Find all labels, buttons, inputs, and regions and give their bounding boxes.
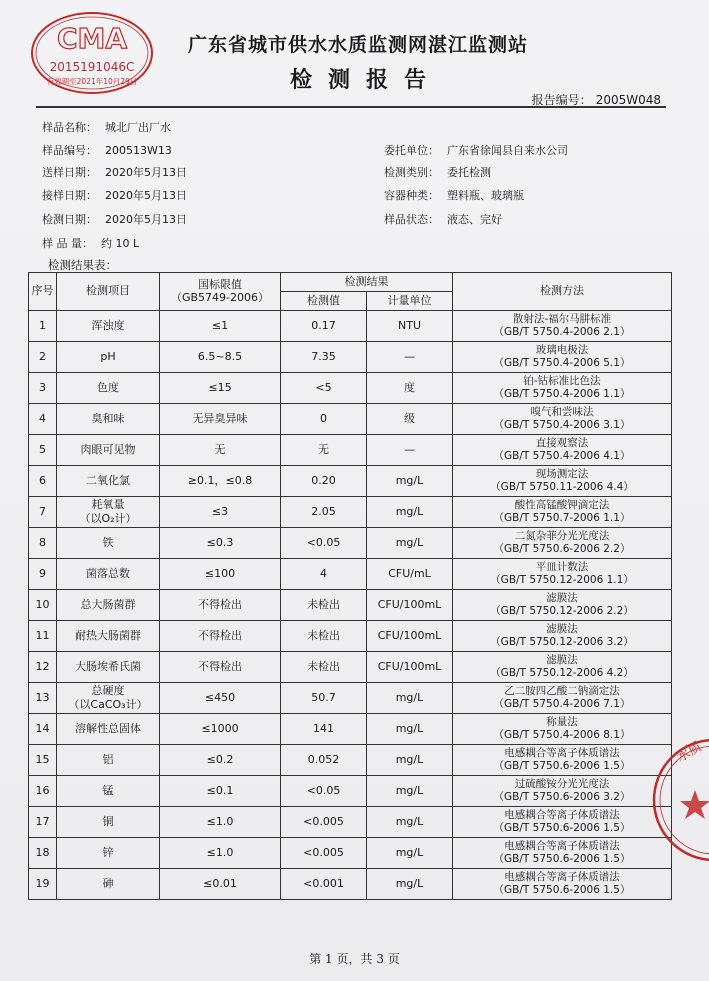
row-method-standard: （GB/T 5750.4-2006 1.1）	[493, 388, 631, 400]
send-date-label: 送样日期：	[42, 166, 97, 179]
send-date-row	[42, 164, 187, 180]
row-method-standard: （GB/T 5750.12-2006 4.2）	[490, 667, 634, 679]
row-unit: mg/L	[367, 683, 453, 714]
row-method	[453, 776, 672, 807]
row-limit: ≤1000	[160, 714, 281, 745]
row-method-name: 平皿计数法	[535, 560, 589, 573]
row-unit: mg/L	[367, 497, 453, 528]
row-method-standard: （GB/T 5750.4-2006 4.1）	[493, 450, 631, 462]
client-value: 广东省徐闻县自来水公司	[447, 144, 568, 157]
header-no: 序号	[29, 273, 57, 311]
row-item-name: 溶解性总固体	[75, 722, 141, 736]
results-table	[28, 272, 672, 900]
row-limit: 无异臭异味	[160, 404, 281, 435]
row-method	[453, 869, 672, 900]
row-method-standard: （GB/T 5750.6-2006 3.2）	[493, 791, 631, 803]
row-no: 17	[29, 807, 57, 838]
report-title: 检测报告	[289, 68, 442, 93]
row-item-note: （以CaCO₃计）	[68, 698, 148, 711]
row-method-standard: （GB/T 5750.6-2006 1.5）	[493, 853, 631, 865]
row-item-note: （以O₂计）	[79, 512, 137, 525]
row-item	[57, 745, 160, 776]
row-method	[453, 404, 672, 435]
report-header	[158, 30, 558, 94]
row-method-standard: （GB/T 5750.11-2006 4.4）	[490, 481, 634, 493]
row-item-name: 砷	[102, 877, 114, 891]
row-method	[453, 466, 672, 497]
row-unit: —	[367, 342, 453, 373]
sample-no-value: 200513W13	[105, 144, 172, 157]
state-label: 样品状态：	[384, 213, 439, 226]
row-value: 未检出	[281, 590, 367, 621]
row-value: 4	[281, 559, 367, 590]
row-item	[57, 714, 160, 745]
row-limit: ≤1.0	[160, 807, 281, 838]
receive-date-row	[42, 187, 187, 203]
row-method-name: 铂-钴标准比色法	[523, 374, 601, 387]
row-item	[57, 652, 160, 683]
row-item-name: 二氧化氯	[86, 474, 130, 488]
row-method-standard: （GB/T 5750.7-2006 1.1）	[493, 512, 631, 524]
category-label: 检测类别：	[384, 166, 439, 179]
row-unit: mg/L	[367, 776, 453, 807]
results-title: 检测结果表：	[48, 258, 117, 272]
row-method	[453, 621, 672, 652]
row-item	[57, 373, 160, 404]
row-item-name: 铜	[102, 815, 114, 829]
row-limit: ≤1.0	[160, 838, 281, 869]
table-row	[29, 404, 672, 435]
row-no: 14	[29, 714, 57, 745]
row-limit: ≤15	[160, 373, 281, 404]
row-unit: mg/L	[367, 869, 453, 900]
row-unit: mg/L	[367, 807, 453, 838]
row-value: 未检出	[281, 621, 367, 652]
row-limit: 不得检出	[160, 590, 281, 621]
side-stamp-graphic	[640, 730, 709, 870]
report-number-value: 2005W048	[595, 93, 661, 107]
client-label: 委托单位：	[384, 144, 439, 157]
row-no: 10	[29, 590, 57, 621]
row-value: <0.05	[281, 528, 367, 559]
row-no: 6	[29, 466, 57, 497]
row-unit: mg/L	[367, 838, 453, 869]
row-value: <0.001	[281, 869, 367, 900]
row-method-name: 电感耦合等离子体质谱法	[504, 808, 620, 821]
container-row	[384, 187, 524, 203]
row-no: 11	[29, 621, 57, 652]
cma-validity: 有效期至2021年10月29日	[46, 77, 138, 86]
row-no: 18	[29, 838, 57, 869]
row-value: <0.05	[281, 776, 367, 807]
row-method-name: 电感耦合等离子体质谱法	[504, 746, 620, 759]
header-limit	[160, 273, 281, 311]
row-item-name: 色度	[97, 381, 119, 395]
header-value: 检测值	[281, 292, 367, 311]
table-row	[29, 311, 672, 342]
page-footer: 第 1 页，共 3 页	[309, 952, 400, 966]
row-value: 0.052	[281, 745, 367, 776]
table-row	[29, 559, 672, 590]
row-limit: ≤0.3	[160, 528, 281, 559]
header-limit-line2: （GB5749-2006）	[170, 290, 270, 304]
row-method-name: 滤膜法	[546, 622, 578, 635]
container-value: 塑料瓶、玻璃瓶	[447, 189, 524, 202]
row-method	[453, 435, 672, 466]
results-body	[29, 311, 672, 900]
row-method-name: 嗅气和尝味法	[530, 405, 594, 418]
row-item	[57, 311, 160, 342]
row-limit: ≤3	[160, 497, 281, 528]
row-method-name: 酸性高锰酸钾滴定法	[514, 498, 610, 511]
row-unit: 级	[367, 404, 453, 435]
row-unit: CFU/mL	[367, 559, 453, 590]
table-row	[29, 652, 672, 683]
row-item	[57, 590, 160, 621]
row-item	[57, 435, 160, 466]
row-method	[453, 590, 672, 621]
header-divider	[36, 106, 666, 108]
row-value: 未检出	[281, 652, 367, 683]
row-method	[453, 714, 672, 745]
row-value: <5	[281, 373, 367, 404]
row-item-name: 臭和味	[91, 412, 125, 426]
table-row	[29, 807, 672, 838]
receive-date-value: 2020年5月13日	[105, 189, 187, 202]
table-row	[29, 745, 672, 776]
row-value: 0.17	[281, 311, 367, 342]
header-result: 检测结果	[281, 273, 453, 292]
cma-logo-text: CMA	[56, 22, 128, 55]
row-unit: mg/L	[367, 714, 453, 745]
table-row	[29, 435, 672, 466]
table-row	[29, 838, 672, 869]
row-no: 16	[29, 776, 57, 807]
row-item-name: pH	[100, 350, 116, 364]
row-item-name: 大肠埃希氏菌	[75, 660, 141, 674]
row-method-name: 过硫酸铵分光光度法	[514, 777, 610, 790]
row-limit: ≤0.2	[160, 745, 281, 776]
row-method-standard: （GB/T 5750.6-2006 1.5）	[493, 822, 631, 834]
report-number-label: 报告编号：	[531, 93, 592, 107]
organization-name: 广东省城市供水水质监测网湛江监测站	[187, 34, 528, 56]
row-no: 9	[29, 559, 57, 590]
row-method	[453, 683, 672, 714]
sample-name-value: 城北厂出厂水	[105, 121, 171, 134]
row-limit: ≤450	[160, 683, 281, 714]
row-item	[57, 528, 160, 559]
table-row	[29, 342, 672, 373]
row-method	[453, 745, 672, 776]
row-method	[453, 807, 672, 838]
table-row	[29, 869, 672, 900]
category-value: 委托检测	[447, 166, 491, 179]
row-no: 15	[29, 745, 57, 776]
container-label: 容器种类：	[384, 189, 439, 202]
row-item	[57, 683, 160, 714]
row-item	[57, 497, 160, 528]
test-date-value: 2020年5月13日	[105, 213, 187, 226]
row-item-name: 耗氧量	[91, 498, 125, 512]
row-item-name: 耐热大肠菌群	[75, 629, 141, 643]
row-item-name: 锌	[102, 846, 114, 860]
row-item-name: 铁	[102, 536, 114, 550]
row-item	[57, 869, 160, 900]
row-limit: ≤0.1	[160, 776, 281, 807]
row-value: 0.20	[281, 466, 367, 497]
row-value: 0	[281, 404, 367, 435]
row-limit: 不得检出	[160, 621, 281, 652]
row-limit: 不得检出	[160, 652, 281, 683]
row-limit: 6.5~8.5	[160, 342, 281, 373]
row-item	[57, 621, 160, 652]
row-method-name: 滤膜法	[546, 591, 578, 604]
row-method-standard: （GB/T 5750.4-2006 7.1）	[493, 698, 631, 710]
table-row	[29, 776, 672, 807]
send-date-value: 2020年5月13日	[105, 166, 187, 179]
state-value: 液态、完好	[447, 213, 502, 226]
row-value: 7.35	[281, 342, 367, 373]
row-method	[453, 528, 672, 559]
test-date-row	[42, 211, 187, 227]
row-item-name: 菌落总数	[86, 567, 130, 581]
state-row	[384, 211, 502, 227]
row-method	[453, 652, 672, 683]
row-no: 3	[29, 373, 57, 404]
row-item	[57, 776, 160, 807]
sample-name-row	[42, 119, 171, 135]
row-value: 2.05	[281, 497, 367, 528]
row-item	[57, 466, 160, 497]
row-item	[57, 838, 160, 869]
row-no: 12	[29, 652, 57, 683]
row-item	[57, 807, 160, 838]
row-method-name: 直接观察法	[535, 436, 589, 449]
table-row	[29, 373, 672, 404]
row-item-name: 锰	[102, 784, 114, 798]
test-date-label: 检测日期：	[42, 213, 97, 226]
row-unit: CFU/100mL	[367, 590, 453, 621]
row-method-standard: （GB/T 5750.12-2006 1.1）	[490, 574, 634, 586]
row-method-standard: （GB/T 5750.4-2006 8.1）	[493, 729, 631, 741]
row-method-name: 现场测定法	[535, 467, 589, 480]
cma-number: 2015191046C	[49, 60, 135, 74]
table-row	[29, 714, 672, 745]
row-no: 2	[29, 342, 57, 373]
row-item	[57, 404, 160, 435]
header-method: 检测方法	[453, 273, 672, 311]
row-no: 5	[29, 435, 57, 466]
row-method	[453, 497, 672, 528]
row-limit: 无	[160, 435, 281, 466]
row-method-name: 电感耦合等离子体质谱法	[504, 870, 620, 883]
row-method-standard: （GB/T 5750.6-2006 1.5）	[493, 760, 631, 772]
row-limit: ≤0.01	[160, 869, 281, 900]
sample-no-row	[42, 142, 172, 158]
table-row	[29, 590, 672, 621]
row-no: 19	[29, 869, 57, 900]
cma-stamp-graphic	[28, 8, 156, 98]
row-method	[453, 559, 672, 590]
row-method-standard: （GB/T 5750.6-2006 1.5）	[493, 884, 631, 896]
row-value: 50.7	[281, 683, 367, 714]
row-no: 1	[29, 311, 57, 342]
row-unit: NTU	[367, 311, 453, 342]
row-method-standard: （GB/T 5750.4-2006 3.1）	[493, 419, 631, 431]
amount-row	[42, 235, 139, 251]
row-item-name: 浑浊度	[91, 319, 125, 333]
row-limit: ≤1	[160, 311, 281, 342]
row-method-name: 散射法-福尔马肼标准	[512, 312, 612, 325]
row-value: 141	[281, 714, 367, 745]
row-method-name: 称量法	[546, 715, 578, 728]
row-no: 13	[29, 683, 57, 714]
row-item-name: 总大肠菌群	[80, 598, 136, 612]
row-unit: mg/L	[367, 466, 453, 497]
row-method	[453, 342, 672, 373]
row-method-standard: （GB/T 5750.4-2006 5.1）	[493, 357, 631, 369]
row-method-name: 乙二胺四乙酸二钠滴定法	[504, 684, 620, 697]
client-row	[384, 142, 568, 158]
row-unit: CFU/100mL	[367, 621, 453, 652]
row-method-standard: （GB/T 5750.6-2006 2.2）	[493, 543, 631, 555]
table-row	[29, 497, 672, 528]
row-unit: mg/L	[367, 745, 453, 776]
row-method	[453, 311, 672, 342]
table-row	[29, 466, 672, 497]
header-limit-line1: 国标限值	[198, 277, 242, 291]
row-value: <0.005	[281, 807, 367, 838]
row-unit: mg/L	[367, 528, 453, 559]
table-row	[29, 528, 672, 559]
side-stamp	[640, 730, 709, 870]
row-unit: —	[367, 435, 453, 466]
header-item: 检测项目	[57, 273, 160, 311]
row-item-name: 铝	[102, 753, 114, 767]
table-row	[29, 621, 672, 652]
row-method-name: 电感耦合等离子体质谱法	[504, 839, 620, 852]
row-no: 7	[29, 497, 57, 528]
row-method-name: 玻璃电极法	[535, 343, 589, 356]
table-row	[29, 683, 672, 714]
category-row	[384, 164, 491, 180]
receive-date-label: 接样日期：	[42, 189, 97, 202]
side-stamp-text: 水质	[674, 739, 705, 766]
header-unit: 计量单位	[367, 292, 453, 311]
row-unit: CFU/100mL	[367, 652, 453, 683]
row-value: <0.005	[281, 838, 367, 869]
row-item	[57, 342, 160, 373]
row-unit: 度	[367, 373, 453, 404]
row-item-name: 总硬度	[91, 684, 125, 698]
row-method-standard: （GB/T 5750.12-2006 2.2）	[490, 605, 634, 617]
row-item	[57, 559, 160, 590]
sample-no-label: 样品编号：	[42, 144, 97, 157]
row-method	[453, 373, 672, 404]
amount-value: 约 10 L	[101, 237, 140, 250]
cma-stamp	[28, 8, 156, 98]
row-method-standard: （GB/T 5750.12-2006 3.2）	[490, 636, 634, 648]
row-method-standard: （GB/T 5750.4-2006 2.1）	[493, 326, 631, 338]
row-item-name: 肉眼可见物	[80, 443, 136, 457]
row-method-name: 二氮杂菲分光光度法	[514, 529, 610, 542]
row-limit: ≥0.1，≤0.8	[160, 466, 281, 497]
row-no: 8	[29, 528, 57, 559]
row-value: 无	[281, 435, 367, 466]
sample-name-label: 样品名称：	[42, 121, 97, 134]
row-method-name: 滤膜法	[546, 653, 578, 666]
amount-label: 样 品 量：	[42, 237, 93, 250]
row-method	[453, 838, 672, 869]
row-no: 4	[29, 404, 57, 435]
row-limit: ≤100	[160, 559, 281, 590]
